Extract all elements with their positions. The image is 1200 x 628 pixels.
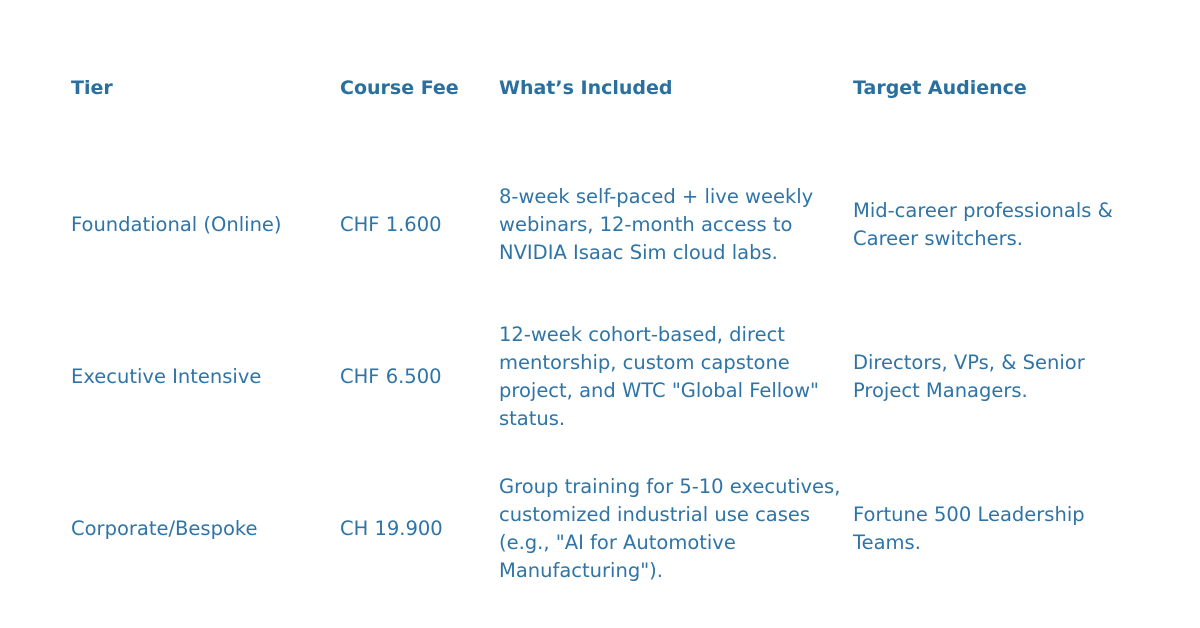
included-cell: 12-week cohort-based, direct mentorship, custom capstone project, and WTC "Global Fellow" status. [499, 323, 820, 430]
fee-cell: CH 19.900 [340, 517, 443, 540]
header-target-audience: Target Audience [853, 77, 1027, 99]
fee-cell: CHF 6.500 [340, 365, 442, 388]
included-cell: Group training for 5-10 executives, customized industrial use cases (e.g., "AI for Automotive Manufacturing"). [499, 475, 841, 582]
audience-cell: Mid-career professionals & Career switchers. [853, 199, 1113, 250]
header-course-fee: Course Fee [340, 77, 459, 99]
audience-cell: Fortune 500 Leadership Teams. [853, 503, 1085, 554]
header-tier: Tier [71, 77, 113, 99]
table-row [0, 169, 1200, 281]
audience-cell: Directors, VPs, & Senior Project Managers. [853, 351, 1085, 402]
table-row [0, 459, 1200, 599]
header-whats-included: What’s Included [499, 77, 673, 99]
tier-cell: Executive Intensive [71, 365, 262, 388]
fee-cell: CHF 1.600 [340, 213, 442, 236]
tier-cell: Foundational (Online) [71, 213, 282, 236]
table-row [0, 307, 1200, 447]
tier-cell: Corporate/Bespoke [71, 517, 258, 540]
included-cell: 8-week self-paced + live weekly webinars, 12-month access to NVIDIA Isaac Sim cloud labs. [499, 185, 814, 264]
